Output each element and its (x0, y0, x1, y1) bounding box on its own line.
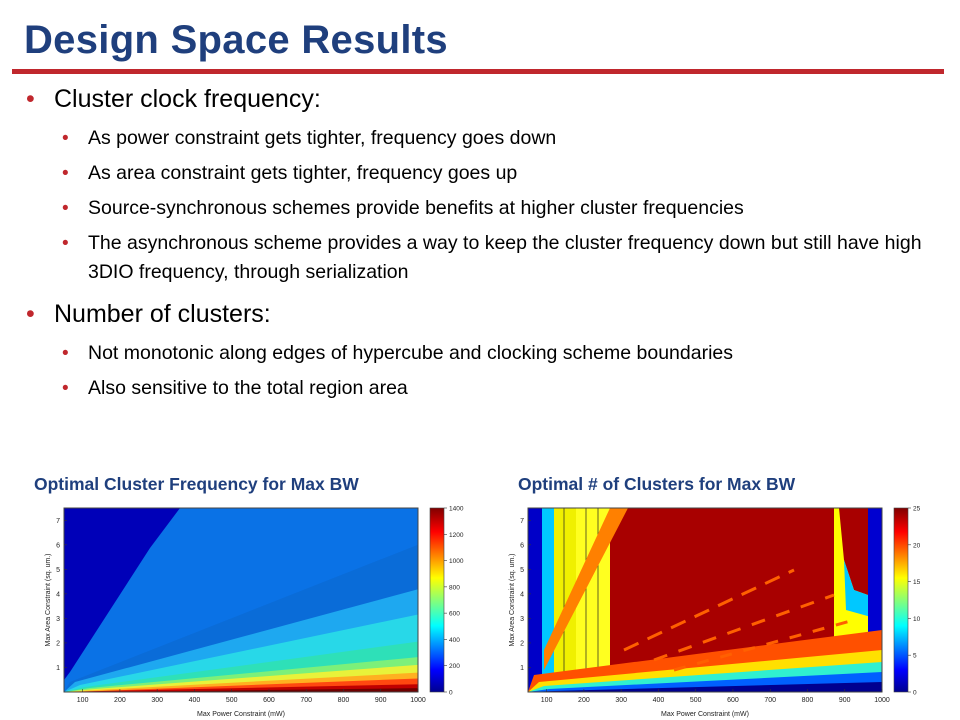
colorbar-ticks (908, 506, 921, 697)
y-tick-label: 7 (520, 517, 524, 525)
sub-bullet (62, 124, 952, 153)
x-tick-label: 700 (300, 697, 313, 704)
chart-title-clusters: Optimal # of Clusters for Max BW (518, 474, 796, 494)
y-tick-label: 6 (56, 542, 60, 550)
x-tick-label: 400 (188, 697, 201, 704)
y-tick-label: 4 (520, 591, 524, 599)
colorbar-tick-label: 1000 (449, 558, 464, 566)
y-tick-label: 1 (520, 664, 524, 672)
x-tick-label: 1000 (410, 697, 426, 704)
sub-bullet-text: Not monotonic along edges of hypercube and clocking scheme boundaries (88, 342, 733, 364)
bullet-dot: • (62, 378, 69, 399)
sub-bullet (62, 194, 868, 223)
x-tick-label: 300 (151, 697, 164, 704)
colorbar-tick-label: 15 (913, 579, 921, 587)
colorbar-tick-label: 800 (449, 584, 460, 592)
heatmap-region (542, 508, 554, 692)
bullet-dot: • (62, 343, 69, 364)
bullet-dot: • (62, 198, 69, 219)
colorbar-tick-label: 1200 (449, 531, 464, 539)
bullet-dot: • (62, 128, 69, 149)
y-tick-label: 3 (56, 615, 60, 623)
chart-title-frequency: Optimal Cluster Frequency for Max BW (34, 474, 359, 494)
colorbar-tick-label: 200 (449, 663, 460, 671)
frequency-plot-area (64, 508, 430, 692)
title-underline (12, 69, 944, 74)
x-tick-label: 700 (764, 697, 777, 704)
y-tick-label: 6 (520, 542, 524, 550)
y-tick-label: 4 (56, 591, 60, 599)
y-axis-label: Max Area Constraint (sq. um.) (509, 553, 516, 647)
colorbar-tick-label: 0 (449, 689, 453, 697)
bullet-dot: • (26, 300, 35, 328)
bullet-text: Cluster clock frequency: (54, 85, 321, 113)
x-tick-label: 100 (540, 697, 553, 704)
colorbar-tick-label: 20 (913, 542, 921, 550)
x-tick-label: 800 (801, 697, 814, 704)
x-tick-label: 300 (615, 697, 628, 704)
x-tick-label: 200 (578, 697, 590, 704)
x-tick-label: 200 (114, 697, 126, 704)
sub-bullet (62, 374, 952, 403)
colorbar (894, 508, 908, 692)
frequency-contour-chart (30, 500, 470, 720)
colorbar (430, 508, 444, 692)
bullet-number-of-clusters (22, 299, 952, 329)
clusters-plot-area (528, 508, 882, 692)
y-tick-label: 2 (520, 640, 524, 648)
colorbar-tick-label: 5 (913, 652, 917, 660)
y-axis-label: Max Area Constraint (sq. um.) (45, 553, 52, 647)
sub-bullet-text: As power constraint gets tighter, frequency goes down (88, 127, 557, 149)
y-tick-label: 5 (520, 566, 524, 574)
x-tick-label: 1000 (874, 697, 890, 704)
bullet-dot: • (26, 85, 35, 113)
bullet-dot: • (62, 233, 69, 254)
clusters-heatmap-chart (494, 500, 934, 720)
x-tick-label: 500 (689, 697, 702, 704)
sub-bullet-text: As area constraint gets tighter, frequency goes up (88, 162, 518, 184)
colorbar-tick-label: 400 (449, 636, 460, 644)
bullet-list (22, 84, 952, 409)
bullet-cluster-frequency (22, 84, 952, 114)
colorbar-tick-label: 10 (913, 615, 921, 623)
x-axis-label: Max Power Constraint (mW) (197, 711, 285, 718)
colorbar-tick-label: 600 (449, 610, 460, 618)
y-tick-label: 5 (56, 566, 60, 574)
y-tick-label: 3 (520, 615, 524, 623)
colorbar-tick-label: 0 (913, 689, 917, 697)
slide-title: Design Space Results (24, 18, 448, 62)
x-axis-label: Max Power Constraint (mW) (661, 711, 749, 718)
sub-bullet (62, 339, 868, 368)
sub-bullet-text: Source-synchronous schemes provide benefits at higher cluster frequencies (88, 197, 744, 219)
sub-bullet-text: The asynchronous scheme provides a way to keep the cluster frequency down but still have high 3DIO frequency, through serialization (88, 232, 922, 283)
sub-bullet (62, 159, 952, 188)
sub-bullet-text: Also sensitive to the total region area (88, 377, 408, 399)
x-tick-label: 600 (263, 697, 275, 704)
sub-bullet (62, 229, 950, 287)
bullet-text: Number of clusters: (54, 300, 271, 328)
x-tick-label: 900 (838, 697, 851, 704)
y-tick-label: 1 (56, 664, 60, 672)
x-tick-label: 100 (76, 697, 89, 704)
bullet-dot: • (62, 163, 69, 184)
heatmap-region (528, 508, 542, 692)
x-tick-label: 800 (337, 697, 350, 704)
x-tick-label: 500 (225, 697, 238, 704)
colorbar-ticks (444, 506, 464, 697)
x-tick-label: 400 (652, 697, 665, 704)
y-tick-label: 7 (56, 517, 60, 525)
colorbar-tick-label: 1400 (449, 505, 464, 513)
y-tick-label: 2 (56, 640, 60, 648)
x-tick-label: 900 (374, 697, 387, 704)
colorbar-tick-label: 25 (913, 505, 921, 513)
x-tick-label: 600 (727, 697, 739, 704)
